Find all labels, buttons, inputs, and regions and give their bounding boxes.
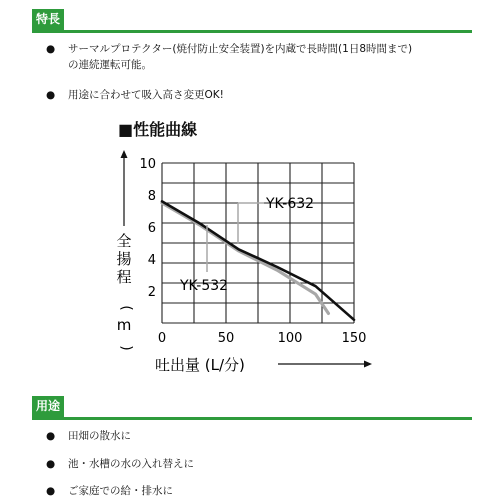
x-axis-label: 吐出量 (L/分)	[155, 356, 245, 374]
y-axis-label-char: m	[116, 316, 132, 334]
feature-text-line: 用途に合わせて吸入高さ変更OK!	[68, 89, 224, 101]
x-tick-label: 50	[217, 331, 235, 346]
x-axis-arrowhead	[364, 361, 372, 368]
features-header-label: 特長	[32, 9, 64, 30]
y-axis-label-char: )	[118, 345, 134, 351]
x-tick-label: 150	[341, 331, 367, 346]
bullet-icon: ●	[46, 485, 56, 497]
feature-text-line: サーマルプロテクター(焼付防止安全装置)を内蔵で長時間(1日8時間まで)	[68, 43, 413, 55]
bullet-icon: ●	[46, 43, 56, 55]
series-label-yk532: YK-532	[180, 278, 229, 294]
y-tick-label: 4	[147, 253, 156, 268]
uses-header-label: 用途	[32, 396, 64, 417]
y-axis-label-char: 揚	[116, 250, 132, 268]
use-text: ご家庭での給・排水に	[68, 485, 173, 497]
y-axis-label-char: 全	[116, 232, 132, 250]
use-text: 田畑の散水に	[68, 430, 131, 442]
chart-title: ■性能曲線	[118, 120, 198, 139]
y-tick-label: 2	[147, 285, 156, 300]
y-axis-label-char: 程	[116, 268, 132, 286]
uses-header	[32, 396, 472, 420]
feature-text-line: の連続運転可能。	[68, 59, 152, 71]
y-axis-label-char: (	[118, 305, 134, 311]
series-line-yk532	[162, 203, 328, 313]
bullet-icon: ●	[46, 430, 56, 442]
bullet-icon: ●	[46, 458, 56, 470]
y-tick-label: 8	[147, 189, 156, 204]
x-tick-label: 100	[277, 331, 303, 346]
x-tick-label: 0	[157, 331, 167, 346]
y-tick-label: 6	[147, 221, 156, 236]
chart-grid	[162, 163, 354, 323]
series-label-yk632: YK-632	[266, 196, 315, 212]
chart-ticks	[139, 157, 366, 346]
y-axis-arrowhead	[121, 150, 128, 158]
y-tick-label: 10	[139, 157, 156, 172]
y-axis-label	[116, 232, 134, 351]
use-text: 池・水槽の水の入れ替えに	[68, 458, 194, 470]
bullet-icon: ●	[46, 89, 56, 101]
